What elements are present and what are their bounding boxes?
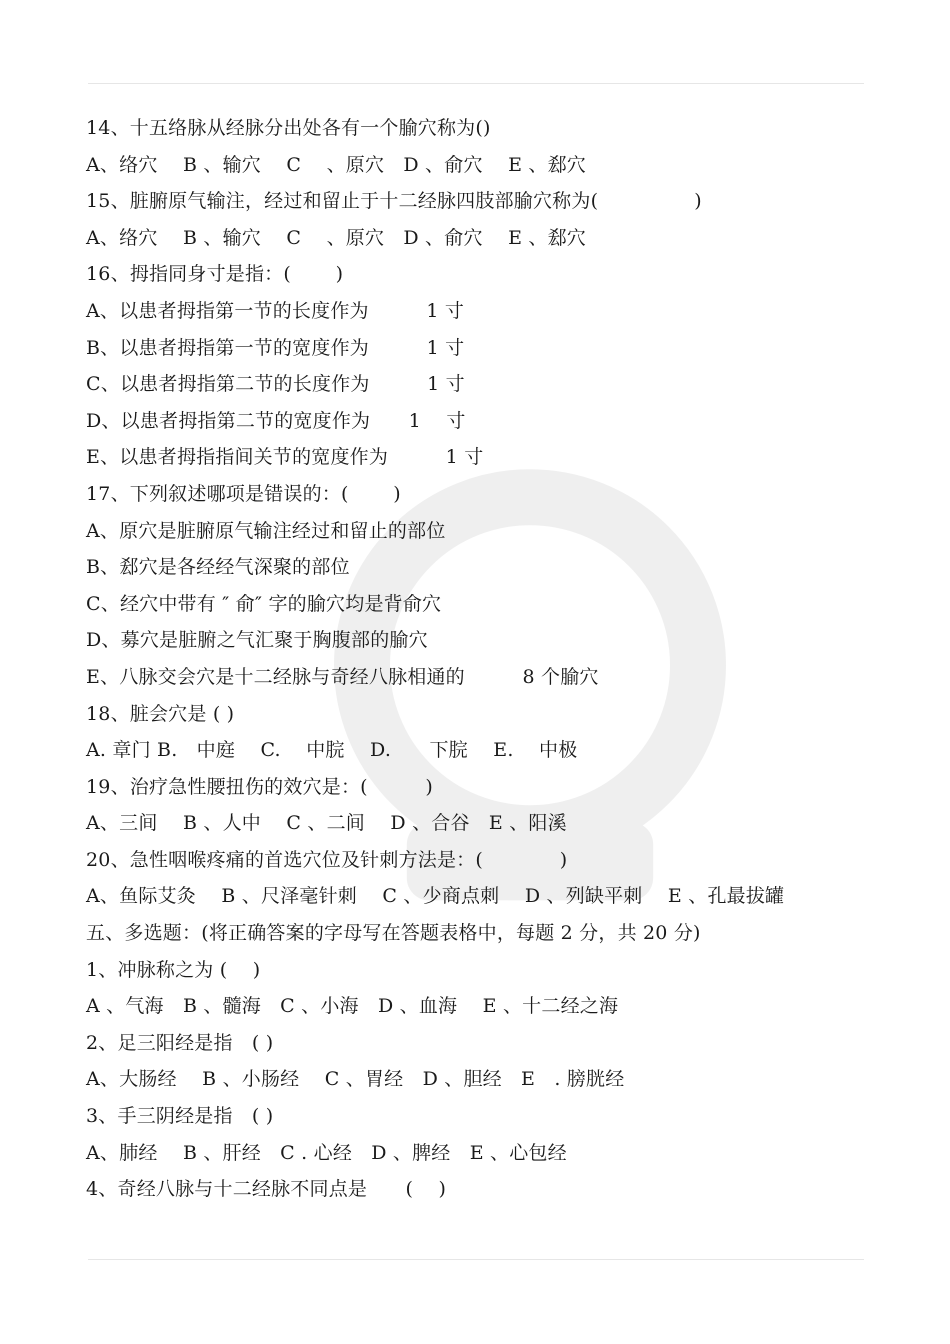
mc3-options: A、肺经 B 、肝经 C . 心经 D 、脾经 E 、心包经 <box>86 1141 567 1164</box>
question-list <box>86 110 876 1208</box>
bottom-divider <box>88 1259 864 1260</box>
q14-stem: 14、十五络脉从经脉分出处各有一个腧穴称为() <box>86 117 491 139</box>
q14-options: A、络穴 B 、输穴 C 、原穴 D 、俞穴 E 、郄穴 <box>86 153 587 176</box>
q15-options: A、络穴 B 、输穴 C 、原穴 D 、俞穴 E 、郄穴 <box>86 226 587 249</box>
q17-option-a: A、原穴是脏腑原气输注经过和留止的部位 <box>86 519 446 542</box>
mc2-options: A、大肠经 B 、小肠经 C 、胃经 D 、胆经 E . 膀胱经 <box>86 1068 625 1091</box>
q17-option-c: C、经穴中带有 ″ 俞″ 字的腧穴均是背俞穴 <box>86 592 442 615</box>
mc1-stem: 1、冲脉称之为 ( ) <box>86 958 261 981</box>
q18-stem: 18、脏会穴是 ( ) <box>86 702 235 725</box>
mc2-stem: 2、足三阳经是指 ( ) <box>86 1031 274 1054</box>
q16-stem: 16、拇指同身寸是指：( ) <box>86 263 344 286</box>
q17-stem: 17、下列叙述哪项是错误的：( ) <box>86 482 401 505</box>
q15-stem: 15、脏腑原气输注，经过和留止于十二经脉四肢部腧穴称为( ) <box>86 190 702 213</box>
q17-option-e: E、八脉交会穴是十二经脉与奇经八脉相通的 8 个腧穴 <box>86 665 599 688</box>
q16-option-b: B、以患者拇指第一节的宽度作为 1 寸 <box>86 336 465 359</box>
q18-options: A. 章门 B. 中庭 C. 中脘 D. 下脘 E. 中极 <box>86 739 578 762</box>
mc3-stem: 3、手三阴经是指 ( ) <box>86 1105 274 1128</box>
q16-option-d: D、以患者拇指第二节的宽度作为 1 寸 <box>86 409 466 432</box>
q20-stem: 20、急性咽喉疼痛的首选穴位及针刺方法是：( ) <box>86 848 568 871</box>
q17-option-d: D、募穴是脏腑之气汇聚于胸腹部的腧穴 <box>86 629 428 652</box>
q16-option-a: A、以患者拇指第一节的长度作为 1 寸 <box>86 299 465 322</box>
q19-options: A、三间 B 、人中 C 、二间 D 、合谷 E 、阳溪 <box>86 812 567 835</box>
q17-option-b: B、郄穴是各经经气深聚的部位 <box>86 556 350 579</box>
q20-options: A、鱼际艾灸 B 、尺泽毫针刺 C 、少商点刺 D 、列缺平刺 E 、孔最拔罐 <box>86 885 785 908</box>
section-multiple-choice-heading: 五、多选题：(将正确答案的字母写在答题表格中，每题 2 分，共 20 分) <box>86 922 701 945</box>
q16-option-c: C、以患者拇指第二节的长度作为 1 寸 <box>86 373 465 396</box>
mc4-stem: 4、奇经八脉与十二经脉不同点是 ( ) <box>86 1178 447 1201</box>
q16-option-e: E、以患者拇指指间关节的宽度作为 1 寸 <box>86 446 484 469</box>
top-divider <box>88 83 864 84</box>
q19-stem: 19、治疗急性腰扭伤的效穴是：( ) <box>86 775 434 798</box>
mc1-options: A 、气海 B 、髓海 C 、小海 D 、血海 E 、十二经之海 <box>86 995 619 1018</box>
